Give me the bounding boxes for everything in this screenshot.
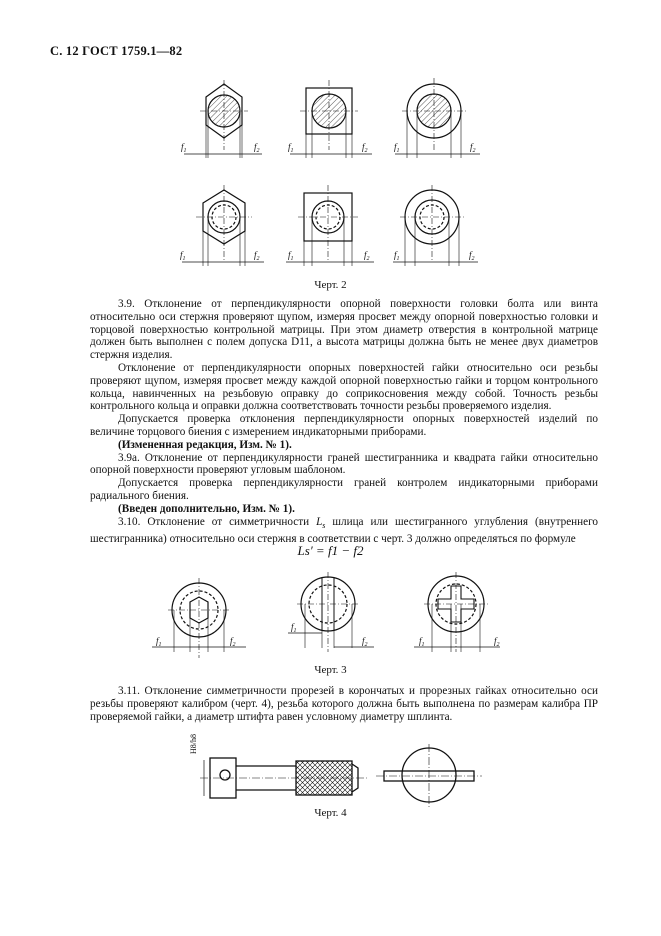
- svg-text:f2: $f_2$: [364, 250, 370, 262]
- svg-text:f2: $f_2$: [469, 250, 475, 262]
- svg-text:f2: $f_2$: [230, 636, 236, 648]
- svg-text:f2: $f_2$: [362, 142, 368, 154]
- svg-text:f2: $f_2$: [470, 142, 476, 154]
- formula: Ls′ = f1 − f2: [297, 543, 364, 558]
- figure-4-caption: Черт. 4: [314, 807, 347, 819]
- svg-text:f1: $f_1$: [180, 250, 186, 262]
- svg-text:f1: $f_1$: [156, 636, 162, 648]
- svg-text:f1: $f_1$: [394, 250, 400, 262]
- para-3-9a: 3.9а. Отклонение от перпендикулярности граней шестигранника и квадрата гайки относительно опорной поверхности проверяют угловым шаблоном.: [90, 451, 598, 477]
- fig2-square-nut-top: [300, 80, 358, 158]
- fig4-gauge-end-view: [376, 744, 482, 808]
- amendment-1: (Измененная редакция, Изм. № 1).: [118, 438, 292, 451]
- svg-text:f1: $f_1$: [394, 142, 400, 154]
- para-3-10: 3.10. Отклонение от симметричности $L_s$ шлица или шестигранного углубления (внутреннего шестигранника) относительно оси стержня в соответствии с черт. 3 должно определяться по формуле: [90, 515, 598, 545]
- para-allowed-2: Допускается проверка перпендикулярности граней контролем индикаторными приборами радиального биения.: [90, 477, 598, 502]
- para-nut: Отклонение от перпендикулярности опорных поверхностей гайки относительно оси резьбы проверяют щупом, измеряя просвет между каждой опорной поверхностью гайки и торцом контрольного кольца, навинченных на резьбовую оправку до соприкосновения между собой. Точность резьбы контрольного кольца и оправки должна соответствовать точности резьбы проверяемого изделия.: [90, 361, 598, 413]
- svg-text:f1: $f_1$: [419, 636, 425, 648]
- figure-2-drawing: [0, 0, 661, 290]
- figure-4-drawing: [0, 725, 661, 815]
- svg-text:f1: $f_1$: [288, 250, 294, 262]
- fig4-gauge-side-view: [200, 758, 368, 798]
- amendment-2: (Введен дополнительно, Изм. № 1).: [118, 502, 295, 515]
- fig2-hex-nut-bottom: [196, 185, 252, 266]
- fig2-f2-label: $f_2$: [254, 142, 260, 154]
- fig2-square-nut-bottom: [298, 185, 358, 266]
- figure-2-caption: Черт. 2: [314, 279, 347, 291]
- main-text: [90, 298, 598, 545]
- fig4-tolerance-label: H8/h8: [189, 734, 198, 754]
- para-3-11-block: [90, 685, 598, 723]
- figure-3-drawing: [0, 560, 661, 680]
- fig3-cross-recess: [424, 572, 488, 652]
- fig2-round-nut-top: [402, 78, 466, 158]
- para-3-11: 3.11. Отклонение симметричности прорезей в корончатых и прорезных гайках относительно оси резьбы проверяют калибром (черт. 4), резьба которого должна быть выполнена по размерам калибра ПР проверяемой гайки, а диаметр штифта равен условному диаметру шплинта.: [90, 685, 598, 723]
- page-header: С. 12 ГОСТ 1759.1—82: [50, 44, 183, 58]
- para-allowed-1: Допускается проверка отклонения перпендикулярности опорных поверхностей изделий по величине торцового биения с измерением индикаторными приборами.: [90, 413, 598, 438]
- fig3-slot: [297, 572, 359, 652]
- svg-text:f1: $f_1$: [288, 142, 294, 154]
- svg-text:f2: $f_2$: [254, 250, 260, 262]
- svg-text:f1: $f_1$: [291, 622, 297, 634]
- fig2-f1-label: $f_1$: [181, 142, 187, 154]
- svg-text:f2: $f_2$: [362, 636, 368, 648]
- fig3-hex-socket: [168, 578, 230, 658]
- figure-3-caption: Черт. 3: [314, 664, 347, 676]
- para-3-9: 3.9. Отклонение от перпендикулярности опорной поверхности головки болта или винта относительно оси стержня проверяют щупом, измеряя просвет между опорной поверхностью головки и торцовой поверхностью контрольной матрицы. При этом диаметр отверстия в контрольной матрице должен быть выполнен с полем допуска D11, а высота матрицы должна быть не менее двух диаметров стержня изделия.: [90, 298, 598, 362]
- svg-text:f2: $f_2$: [494, 636, 500, 648]
- fig2-round-nut-bottom: [400, 185, 464, 266]
- fig2-hex-nut-top: [200, 80, 248, 158]
